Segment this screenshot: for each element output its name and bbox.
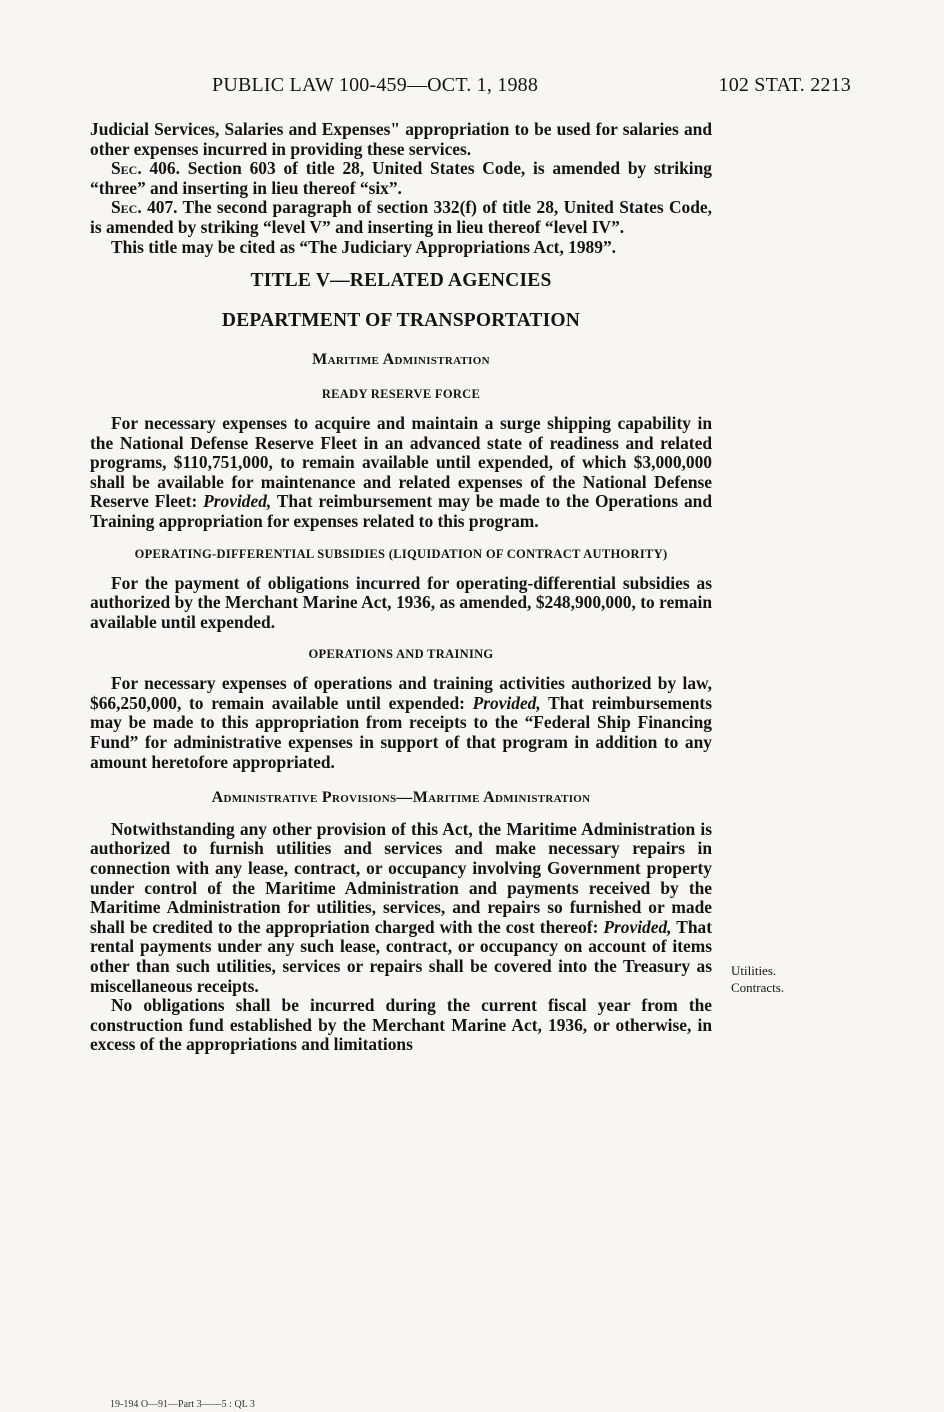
title-heading: TITLE V—RELATED AGENCIES — [250, 270, 552, 292]
paragraph-administrative-provisions: Notwithstanding any other provision of this Act, the Maritime Administration is authorized to furnish utilities and services and make necessary repairs in connection with any lease, contract, or occupancy involving Government property under control of the Maritime Administration and payments received by the Maritime Administration for utilities, services, and repairs so furnished or made shall be credited to the appropriation charged with the cost thereof: Provided, That rental payments under any such lease, contract, or occupancy on account of items other than such utilities, services or repairs shall be covered into the Treasury as miscellaneous receipts. — [90, 818, 712, 996]
paragraph-construction-fund: No obligations shall be incurred during the current fiscal year from the construction fund established by the Merchant Marine Act, 1936, or otherwise, in excess of the appropriations and limitations — [90, 995, 712, 1055]
department-heading: DEPARTMENT OF TRANSPORTATION — [221, 309, 581, 331]
account-heading-operations-and-training: OPERATIONS AND TRAINING — [308, 647, 494, 662]
paragraph-judicial-services: Judicial Services, Salaries and Expenses" appropriation to be used for salaries and other expenses incurred in providing these services. — [90, 119, 712, 159]
body-text — [90, 120, 712, 1055]
paragraph-operating-differential-subsidies: For the payment of obligations incurred for operating-differential subsidies as authorized by the Merchant Marine Act, 1936, as amended, $248,900,000, to remain available until expended. — [90, 572, 712, 632]
account-heading-ready-reserve-force: READY RESERVE FORCE — [321, 386, 481, 401]
section-406: Sec. 406. Section 603 of title 28, United States Code, is amended by striking “three” and inserting in lieu thereof “six”. — [90, 158, 712, 198]
short-title-citation: This title may be cited as “The Judiciary Appropriations Act, 1989”. — [111, 236, 616, 257]
running-header-title: PUBLIC LAW 100-459—OCT. 1, 1988 — [212, 74, 539, 96]
section-label: Sec. — [111, 197, 142, 218]
paragraph-ready-reserve-force: For necessary expenses to acquire and maintain a surge shipping capability in the National Defense Reserve Fleet in an advanced state of readiness and related programs, $110,751,000, to remain available until expended, of which $3,000,000 shall be available for maintenance and related expenses of the National Defense Reserve Fleet: Provided, That reimbursement may be made to the Operations and Training appropriation for expenses related to this program. — [90, 412, 712, 531]
margin-note — [731, 962, 784, 996]
agency-heading: Maritime Administration — [312, 351, 490, 369]
administrative-provisions-heading: Administrative Provisions—Maritime Administration — [211, 789, 591, 807]
margin-note-contracts: Contracts. — [731, 980, 785, 995]
section-407: Sec. 407. The second paragraph of section 332(f) of title 28, United States Code, is amended by striking “level V” and inserting in lieu thereof “level IV”. — [90, 197, 712, 237]
section-label: Sec. — [111, 158, 142, 179]
running-header-page-number: 102 STAT. 2213 — [718, 74, 851, 96]
paragraph-operations-and-training: For necessary expenses of operations and training activities authorized by law, $66,250,000, to remain available until expended: Provided, That reimbursements may be made to this appropriation from receipts to the “Federal Ship Financing Fund” for administrative expenses in support of that program in addition to any amount heretofore appropriated. — [90, 673, 712, 772]
margin-note-utilities: Utilities. — [731, 963, 777, 978]
print-footer-code: 19-194 O—91—Part 3——5 : QL 3 — [110, 1399, 255, 1410]
account-heading-operating-differential-subsidies: OPERATING-DIFFERENTIAL SUBSIDIES (LIQUIDATION OF CONTRACT AUTHORITY) — [134, 546, 668, 561]
